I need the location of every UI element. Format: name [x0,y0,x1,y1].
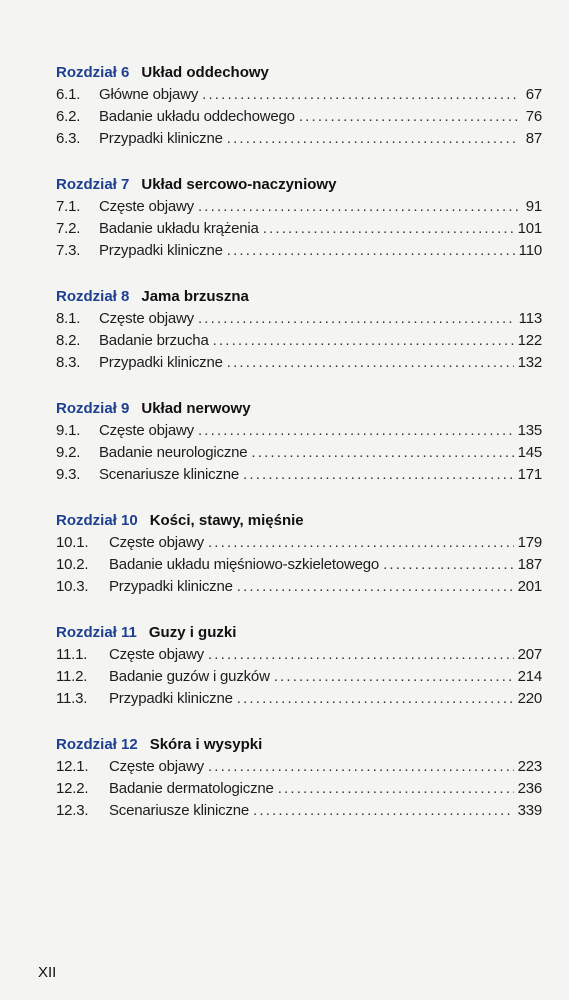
dot-leader [208,534,514,551]
chapter-label: Rozdział 7 [56,176,130,193]
toc-entry [56,220,542,242]
entry-page: 135 [517,422,542,439]
entry-number: 8.3. [56,354,81,371]
entry-title: Badanie układu oddechowego [99,108,295,125]
entry-title: Przypadki kliniczne [109,690,233,707]
toc-entry [56,108,542,130]
toc-entry [56,422,542,444]
entry-page: 236 [517,780,542,797]
entry-page: 87 [525,130,542,147]
entry-number: 11.3. [56,690,88,707]
chapter-title: Skóra i wysypki [149,736,263,753]
entry-number: 12.2. [56,780,89,797]
toc-entry [56,668,542,690]
toc-entry [56,198,542,220]
entry-number: 6.2. [56,108,81,125]
chapter-label: Rozdział 11 [56,624,137,641]
entry-page: 122 [517,332,542,349]
dot-leader [208,646,514,663]
toc-entry [56,354,542,376]
chapter-label: Rozdział 6 [56,64,130,81]
chapter-6 [56,64,542,152]
chapter-10 [56,512,542,600]
entry-page: 179 [517,534,542,551]
entry-title: Główne objawy [99,86,199,103]
entry-title: Scenariusze kliniczne [99,466,240,483]
chapter-label: Rozdział 9 [56,400,130,417]
chapter-heading [56,64,542,86]
toc-entry [56,556,542,578]
dot-leader [299,108,518,125]
chapter-9 [56,400,542,488]
dot-leader [274,668,514,685]
entry-number: 7.1. [56,198,81,215]
dot-leader [208,758,514,775]
entry-page: 145 [517,444,542,461]
entry-page: 223 [517,758,542,775]
chapter-title: Kości, stawy, mięśnie [149,512,304,529]
chapter-12 [56,736,542,824]
entry-page: 220 [517,690,542,707]
entry-title: Badanie dermatologiczne [109,780,274,797]
entry-page: 110 [518,242,542,259]
entry-title: Przypadki kliniczne [99,354,223,371]
entry-title: Scenariusze kliniczne [109,802,250,819]
entry-number: 9.3. [56,466,81,483]
entry-title: Przypadki kliniczne [99,242,223,259]
chapter-title: Jama brzuszna [141,288,249,305]
chapter-heading [56,400,542,422]
entry-number: 12.1. [56,758,89,775]
entry-page: 187 [517,556,542,573]
dot-leader [227,354,514,371]
entry-title: Badanie neurologiczne [99,444,248,461]
chapter-heading [56,512,542,534]
dot-leader [237,690,514,707]
page-folio: XII [38,964,57,981]
entry-title: Badanie guzów i guzków [109,668,270,685]
chapter-title: Układ oddechowy [141,64,269,81]
dot-leader [227,242,515,259]
chapter-8 [56,288,542,376]
entry-page: 132 [517,354,542,371]
dot-leader [198,310,515,327]
entry-page: 101 [517,220,542,237]
dot-leader [237,578,514,595]
toc-entry [56,802,542,824]
entry-page: 76 [525,108,542,125]
entry-page: 201 [517,578,542,595]
chapter-title: Układ sercowo-naczyniowy [141,176,337,193]
toc-entry [56,130,542,152]
entry-number: 12.3. [56,802,89,819]
entry-title: Częste objawy [99,310,194,327]
entry-number: 11.1. [56,646,88,663]
entry-title: Badanie układu mięśniowo-szkieletowego [109,556,380,573]
toc-entry [56,332,542,354]
chapter-label: Rozdział 8 [56,288,130,305]
entry-number: 11.2. [56,668,88,685]
chapter-11 [56,624,542,712]
entry-title: Badanie układu krążenia [99,220,259,237]
entry-number: 10.2. [56,556,89,573]
toc-entry [56,242,542,264]
toc-entry [56,646,542,668]
dot-leader [251,444,513,461]
chapter-heading [56,624,542,646]
dot-leader [243,466,514,483]
entry-number: 10.3. [56,578,89,595]
entry-page: 171 [517,466,542,483]
chapter-label: Rozdział 10 [56,512,138,529]
toc-entry [56,86,542,108]
entry-page: 339 [517,802,542,819]
entry-page: 67 [525,86,542,103]
table-of-contents [56,64,542,848]
entry-number: 8.1. [56,310,81,327]
entry-title: Częste objawy [109,758,204,775]
chapter-label: Rozdział 12 [56,736,138,753]
toc-entry [56,758,542,780]
entry-title: Częste objawy [109,646,204,663]
entry-number: 10.1. [56,534,89,551]
entry-page: 91 [525,198,542,215]
chapter-7 [56,176,542,264]
entry-number: 7.2. [56,220,81,237]
toc-entry [56,444,542,466]
dot-leader [227,130,518,147]
entry-title: Częste objawy [99,198,194,215]
entry-title: Przypadki kliniczne [99,130,223,147]
dot-leader [263,220,514,237]
toc-entry [56,466,542,488]
dot-leader [202,86,518,103]
entry-title: Przypadki kliniczne [109,578,233,595]
entry-number: 9.2. [56,444,81,461]
entry-page: 113 [518,310,542,327]
chapter-heading [56,176,542,198]
chapter-title: Układ nerwowy [141,400,251,417]
chapter-heading [56,288,542,310]
chapter-title: Guzy i guzki [148,624,237,641]
dot-leader [213,332,514,349]
toc-entry [56,780,542,802]
entry-title: Badanie brzucha [99,332,209,349]
dot-leader [253,802,514,819]
toc-entry [56,578,542,600]
dot-leader [278,780,514,797]
entry-title: Częste objawy [109,534,204,551]
toc-entry [56,690,542,712]
chapter-heading [56,736,542,758]
entry-number: 6.3. [56,130,81,147]
entry-number: 9.1. [56,422,81,439]
dot-leader [198,422,514,439]
entry-number: 8.2. [56,332,81,349]
entry-number: 6.1. [56,86,81,103]
entry-page: 214 [517,668,542,685]
toc-entry [56,310,542,332]
entry-number: 7.3. [56,242,81,259]
dot-leader [383,556,514,573]
entry-page: 207 [517,646,542,663]
dot-leader [198,198,518,215]
toc-entry [56,534,542,556]
entry-title: Częste objawy [99,422,194,439]
